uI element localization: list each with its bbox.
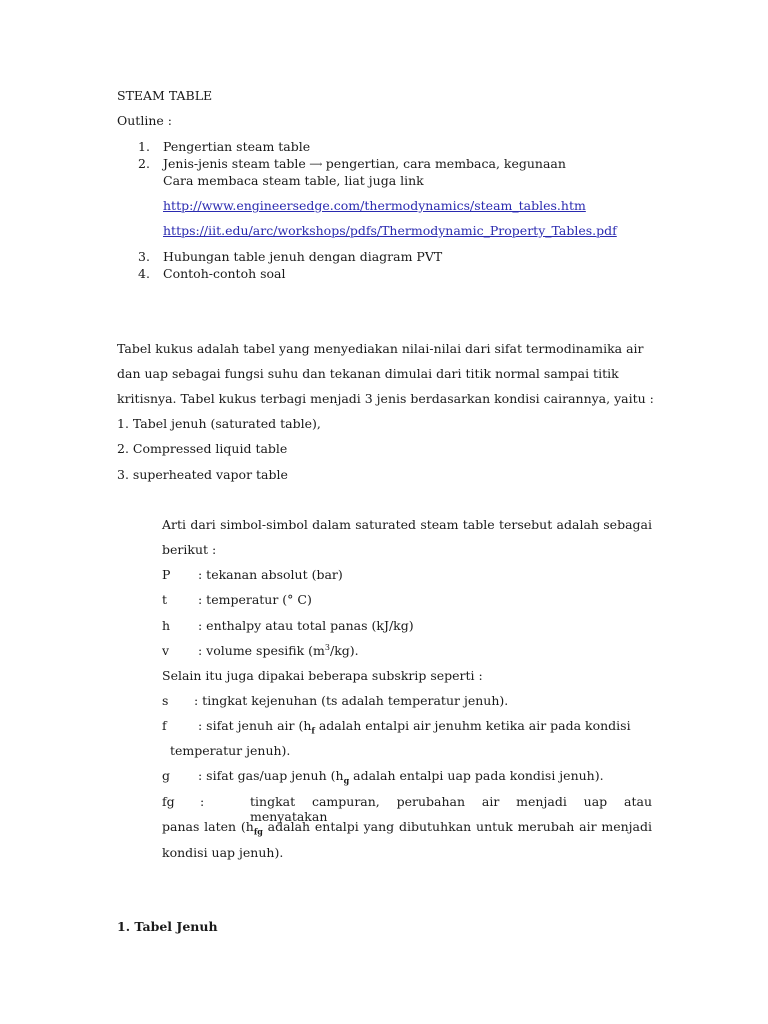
subscript-definition-continuation: temperatur jenuh).: [170, 743, 291, 758]
symbol-letter: v: [162, 643, 170, 658]
symbol-definition: [198, 643, 359, 658]
symbol-letter: t: [162, 592, 168, 607]
link-engineersedge[interactable]: http://www.engineersedge.com/thermodynamics/steam_tables.htm: [163, 198, 586, 213]
subscript-definition-continuation: [162, 819, 652, 837]
subscript-definition-part: panas laten (h: [162, 819, 254, 834]
outline-item-text: Pengertian steam table: [163, 139, 311, 154]
subscript-definition: [198, 718, 631, 736]
outline-item-number: 4.: [138, 266, 150, 281]
link-iit-pdf[interactable]: https://iit.edu/arc/workshops/pdfs/Thermodynamic_Property_Tables.pdf: [163, 223, 617, 238]
symbols-intro-line: Arti dari simbol-simbol dalam saturated steam table tersebut adalah sebagai: [162, 517, 652, 532]
symbol-definition: : tekanan absolut (bar): [198, 567, 343, 582]
outline-item-number: 3.: [138, 249, 150, 264]
subscript-mark: f: [311, 725, 315, 736]
subscript-definition-part: : sifat gas/uap jenuh (h: [198, 768, 344, 783]
outline-item-text-a: Jenis-jenis steam table: [163, 156, 306, 171]
subscript-definition: [198, 768, 604, 786]
symbol-definition-part: /kg).: [329, 643, 359, 659]
subscript-letter: fg: [162, 794, 175, 809]
paragraph-line: Tabel kukus adalah tabel yang menyediakan nilai-nilai dari sifat termodinamika air: [117, 341, 644, 356]
symbol-definition: : enthalpy atau total panas (kJ/kg): [198, 618, 414, 633]
symbols-intro-line: berikut :: [162, 542, 217, 557]
subscript-colon: :: [200, 794, 205, 809]
paragraph-line: dan uap sebagai fungsi suhu dan tekanan dimulai dari titik normal sampai titik: [117, 366, 619, 381]
subscript-definition-part: adalah entalpi uap pada kondisi jenuh).: [349, 768, 604, 783]
subscript-letter: f: [162, 718, 167, 733]
symbol-letter: P: [162, 567, 171, 582]
subscript-letter: s: [162, 693, 169, 708]
symbol-letter: h: [162, 618, 171, 633]
outline-item-text: Hubungan table jenuh dengan diagram PVT: [163, 249, 443, 264]
outline-item-text-b: pengertian, cara membaca, kegunaan: [325, 156, 566, 171]
symbol-definition-part: : volume spesifik (m: [198, 643, 325, 659]
subscript-definition-part: adalah entalpi air jenuhm ketika air pada kondisi: [314, 718, 631, 733]
outline-item-text: Contoh-contoh soal: [163, 266, 286, 281]
doc-title: STEAM TABLE: [117, 88, 213, 103]
list-line: 1. Tabel jenuh (saturated table),: [117, 416, 321, 431]
outline-label: Outline :: [117, 113, 172, 128]
subscript-definition: tingkat campuran, perubahan air menjadi uap atau menyatakan: [250, 794, 652, 824]
subscript-definition-part: : sifat jenuh air (h: [198, 718, 312, 733]
subscript-mark: g: [343, 775, 350, 786]
superscript: 3: [324, 643, 330, 652]
subscript-mark: fg: [253, 826, 263, 837]
subscript-intro: Selain itu juga dipakai beberapa subskrip seperti :: [162, 668, 483, 683]
outline-item-text: [163, 156, 566, 171]
subscript-definition: : tingkat kejenuhan (ts adalah temperatur jenuh).: [194, 693, 509, 708]
symbol-definition: : temperatur (° C): [198, 592, 312, 607]
arrow-icon: ⟶: [309, 159, 323, 170]
outline-item-number: 1.: [138, 139, 150, 154]
paragraph-line: kritisnya. Tabel kukus terbagi menjadi 3 jenis berdasarkan kondisi cairannya, yaitu :: [117, 391, 654, 406]
outline-item-number: 2.: [138, 156, 150, 171]
list-line: 3. superheated vapor table: [117, 467, 288, 482]
list-line: 2. Compressed liquid table: [117, 441, 288, 456]
section-heading: 1. Tabel Jenuh: [117, 919, 218, 934]
subscript-letter: g: [162, 768, 171, 783]
subscript-definition-continuation: kondisi uap jenuh).: [162, 845, 284, 860]
outline-item-subtext: Cara membaca steam table, liat juga link: [163, 173, 424, 188]
subscript-definition-part: adalah entalpi yang dibutuhkan untuk merubah air menjadi: [262, 819, 652, 834]
